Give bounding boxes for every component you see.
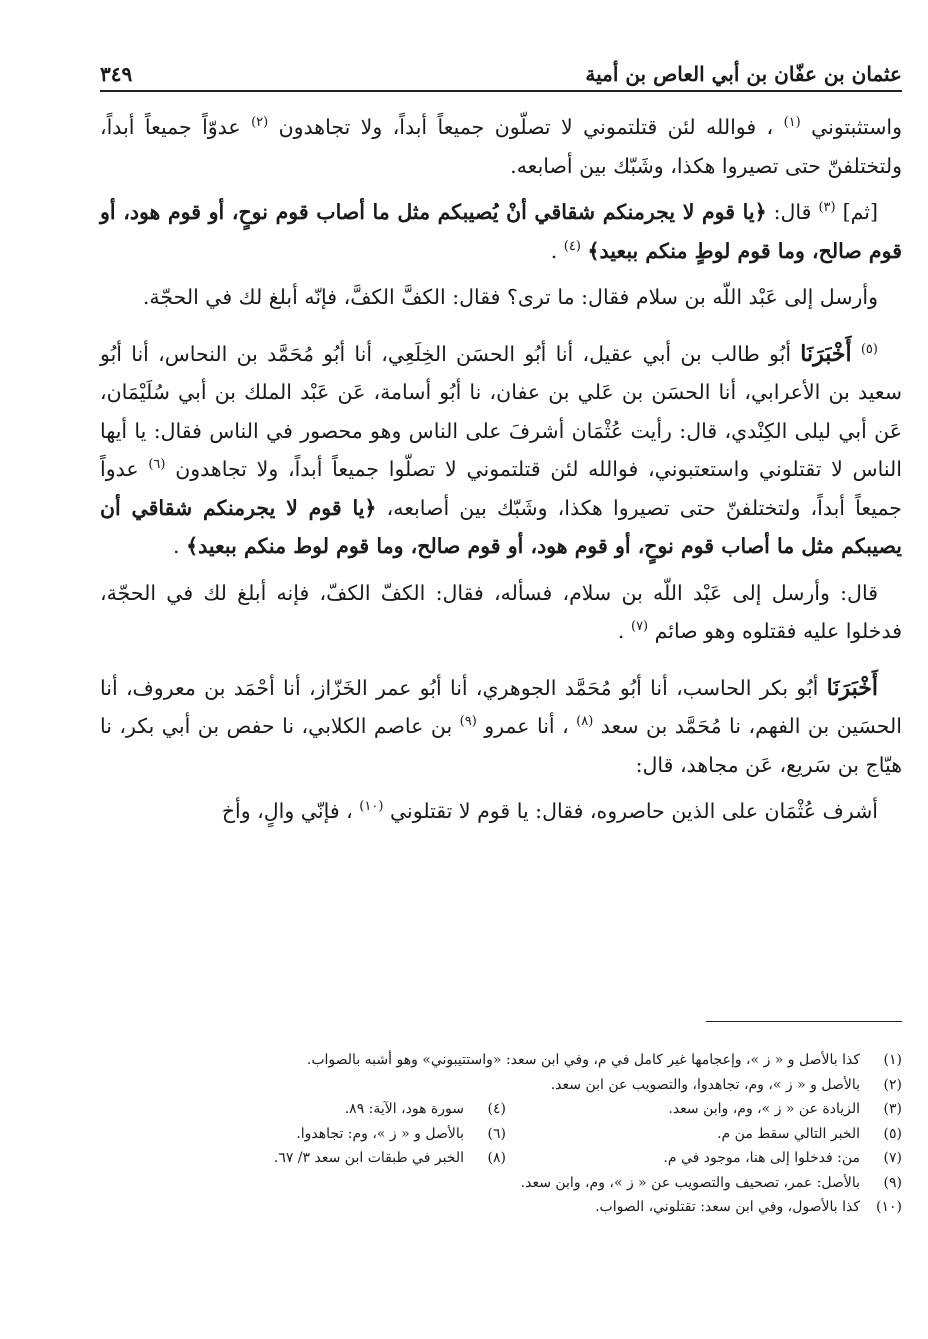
quran-quote: ﴿يا قوم لا يجرمنكم شقاقي أنْ يُصيبكم مثل ما أصاب قوم نوحٍ، أو قوم هود، أو قوم صالح، وما قوم لوطٍ منكم ببعيد﴾ [100, 200, 902, 263]
footnote-number: (٩) [883, 1174, 902, 1191]
footnote-row [110, 1195, 902, 1220]
paragraph-1 [100, 108, 902, 185]
footnote-item [110, 1146, 506, 1171]
footnote-ref-7: (٧) [630, 619, 649, 635]
footnote-item [110, 1097, 506, 1122]
footnote-item [506, 1097, 902, 1122]
text-run: ، فإنّي والٍ، وأخ [221, 799, 353, 823]
text-run: قال: [773, 200, 812, 224]
paragraph-7 [100, 792, 902, 831]
main-text [100, 108, 902, 839]
footnote-row [110, 1146, 902, 1171]
page-header [100, 52, 902, 92]
footnote-number: (٨) [487, 1150, 506, 1166]
footnote-number: (٥) [883, 1125, 902, 1142]
footnote-text: كذا بالأصل و « ز »، وإعجامها غير كامل في م، وفي ابن سعد: «واستتيبوني» وهو أشبه بالصواب. [306, 1052, 860, 1068]
text-run: ، أنا عمرو [484, 714, 569, 738]
footnote-row [110, 1048, 902, 1073]
footnote-ref-4: (٤) [563, 238, 581, 254]
footnote-ref-8: (٨) [576, 714, 594, 730]
running-head: عثمان بن عفّان بن أبي العاص بن أمية [585, 62, 902, 86]
text-run: واستثبتوني [811, 115, 902, 139]
footnote-number: (١٠) [876, 1199, 902, 1215]
footnote-number: (٦) [487, 1125, 506, 1142]
footnote-item [506, 1122, 902, 1147]
akhbarana-keyword: أَخْبَرَنَا [826, 674, 878, 701]
text-run: أبُو بكر الحاسب، أنا أبُو مُحَمَّد الجوهري، أنا أبُو عمر الخَزّاز، أنا أحْمَد بن معروف، أنا الحسَين بن الفهم، نا مُحَمَّد بن سعد [100, 675, 902, 738]
footnote-text: الخبر في طبقات ابن سعد ٣/ ٦٧. [273, 1150, 464, 1166]
text-run: . [550, 238, 558, 263]
page-number: ٣٤٩ [100, 62, 133, 86]
akhbarana-keyword: أَخْبَرَنَا [800, 340, 852, 367]
paragraph-6 [100, 669, 902, 785]
text-run: ، فوالله لئن قتلتموني لا تصلّون جميعاً أبداً، ولا تجاهدون [278, 115, 774, 139]
text-run: [ثم] [842, 200, 878, 224]
paragraph-3 [100, 278, 902, 317]
footnote-ref-1: (١) [783, 115, 801, 131]
footnote-number: (٢) [883, 1076, 902, 1093]
footnotes [110, 1048, 902, 1220]
footnote-item [506, 1146, 902, 1171]
footnote-row [110, 1171, 902, 1196]
quran-quote: ﴿يا قوم لا يجرمنكم شقاقي أن يصيبكم مثل ما أصاب قوم نوحٍ، أو قوم هود، أو قوم صالح، وما قوم لوط منكم ببعيد﴾ [100, 495, 902, 558]
footnote-row [110, 1122, 902, 1147]
footnote-item [110, 1048, 902, 1073]
text-run: بن عاصم الكلابي، نا حفص بن أبي بكر، نا هيّاج بن سَريع، عَن مجاهد، قال: [100, 714, 902, 777]
footnote-text: الخبر التالي سقط من م. [717, 1125, 860, 1142]
footnote-text: بالأصل و « ز »، وم، تجاهدوا، والتصويب عن ابن سعد. [550, 1076, 860, 1093]
text-run: أبُو طالب بن أبي عقيل، أنا أبُو الحسَن الخِلَعِي، أنا أبُو مُحَمَّد بن النحاس، أنا أبُو سعيد بن الأعرابي، أنا الحسَن بن عَلي بن عفان، نا أبُو أسامة، عَن عَبْد الملك بن أبي سُلَيْمَان، عَن أبي ليلى الكِنْدي، قال: رأيت عُثْمَان أشرفَ على الناس وهو محصور في الناس فقال: يا أيها الناس لا تقتلوني واستعتبوني، فوالله لئن قتلتموني لا تصلّوا جميعاً أبداً، ولا تجاهدون [100, 341, 902, 481]
footnote-item [110, 1195, 902, 1220]
footnote-text: كذا بالأصول، وفي ابن سعد: تقتلوني، الصواب. [595, 1199, 860, 1215]
text-run: أشرف عُثْمَان على الذين حاصروه، فقال: يا قوم لا تقتلوني [389, 799, 878, 823]
text-run: . [173, 534, 180, 558]
text-run: عدوّاً جميعاً أبداً، ولتختلفنّ حتى تصيروا هكذا، وشَبّك بين أصابعه. [100, 115, 902, 178]
paragraph-5 [100, 574, 902, 651]
footnote-ref-2: (٢) [251, 115, 269, 131]
text-run: قال: وأرسل إلى عَبْد اللّه بن سلام، فسأله، فقال: الكفّ الكفّ، فإنه أبلغ لك في الحجّة، فدخلوا عليه فقتلوه وهو صائم [100, 580, 902, 643]
footnote-item [110, 1073, 902, 1098]
text-run: وأرسل إلى عَبْد اللّه بن سلام فقال: ما ترى؟ فقال: الكفَّ الكفَّ، فإنّه أبلغ لك في الحجّة. [142, 285, 878, 309]
footnote-number: (٤) [487, 1101, 506, 1117]
footnote-number: (١) [883, 1052, 902, 1068]
footnote-divider [706, 1021, 902, 1022]
footnote-ref-5: (٥) [860, 341, 878, 357]
footnote-item [110, 1171, 902, 1196]
footnote-item [110, 1122, 506, 1147]
footnote-ref-3: (٣) [818, 200, 836, 216]
footnote-row [110, 1073, 902, 1098]
footnote-text: من: فدخلوا إلى هنا، موجود في م. [663, 1150, 860, 1166]
footnote-number: (٣) [883, 1101, 902, 1117]
footnote-text: بالأصل و « ز »، وم: تجاهدوا. [296, 1125, 464, 1142]
footnote-text: بالأصل: عمر، تصحيف والتصويب عن « ز »، وم، وابن سعد. [520, 1174, 860, 1191]
footnote-text: سورة هود، الآية: ٨٩. [344, 1101, 464, 1117]
footnote-ref-10: (١٠) [359, 799, 384, 815]
paragraph-4 [100, 335, 902, 566]
text-run: عدواً جميعاً أبداً، ولتختلفنّ حتى تصيروا هكذا، وشَبّك بين أصابعه، [100, 457, 902, 520]
paragraph-2 [100, 193, 902, 270]
footnote-text: الزيادة عن « ز »، وم، وابن سعد. [668, 1101, 860, 1117]
footnote-ref-6: (٦) [148, 457, 166, 473]
text-run: . [617, 619, 625, 643]
footnote-ref-9: (٩) [459, 714, 477, 730]
footnote-row [110, 1097, 902, 1122]
footnote-number: (٧) [883, 1150, 902, 1166]
